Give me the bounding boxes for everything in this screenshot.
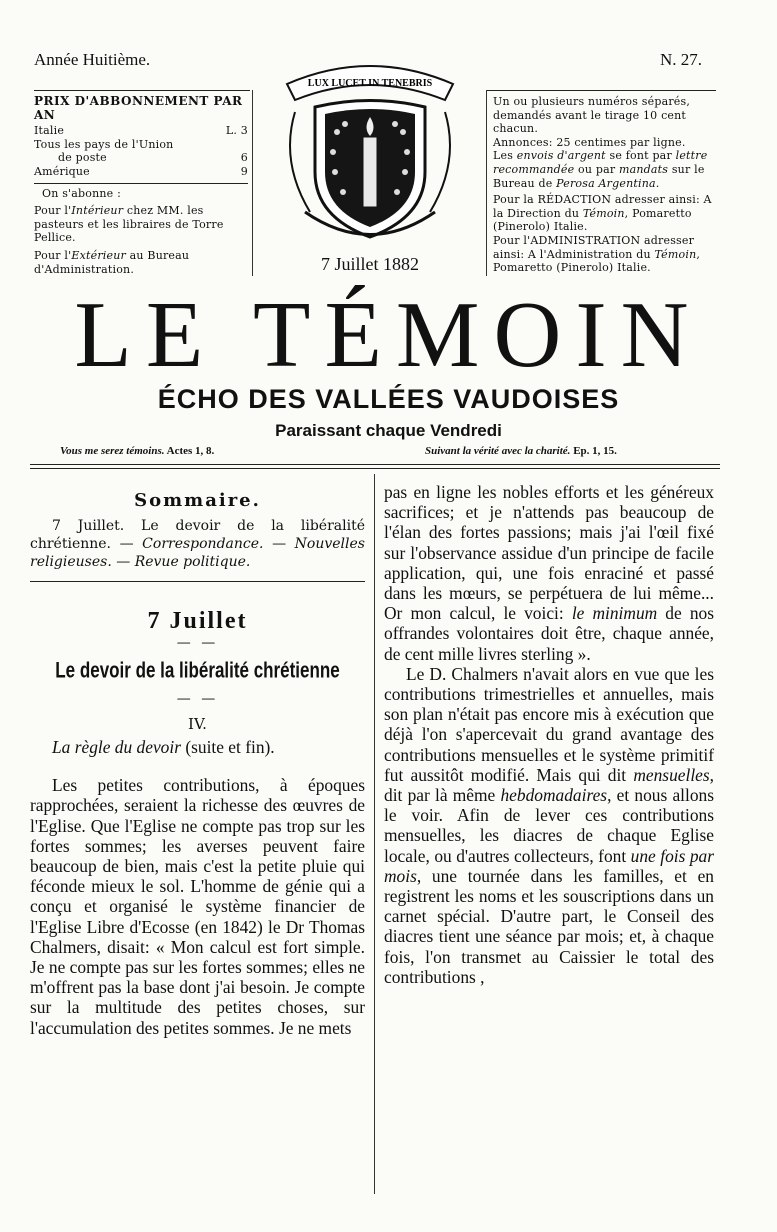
notices-top-rule (486, 90, 716, 91)
right-column (384, 482, 714, 987)
newspaper-title: LE TÉMOIN (74, 283, 703, 387)
newspaper-subtitle: ÉCHO DES VALLÉES VAUDOISES (157, 384, 620, 414)
year-label: Année Huitième. (34, 50, 151, 69)
price-row-poste: de poste 6 (58, 151, 248, 165)
numbers-note: Un ou plusieurs numéros séparés, demandés avant le tirage 10 cent chacun. (493, 95, 691, 136)
sommaire-text: 7 Juillet. Le devoir de la libéralité chrétienne. — Correspondance. — Nouvelles religieuses. — Revue politique. (30, 518, 365, 570)
paragraph-1: Les petites contributions, à époques rapprochées, seraient la richesse des œuvres de l'Eglise. Que l'Eglise ne compte pas trop sur les fortes sommes; les averses peuvent faire beaucoup de bien, mais c'est la petite pluie qui féconde mieux le sol. L'homme de génie qui a conçu et organisé le système financier de l'Eglise Libre d'Ecosse (en 1842) le Dr Thomas Chalmers, disait: « Mon calcul est fort simple. Je ne compte pas sur les fortes sommes; elles ne m'offrent pas la base dont j'ai besoin. Je compte sur la multitude des petites choses, sur l'accumulation des petites sommes. Je ne mets (30, 775, 365, 1038)
issue-number: N. 27. (660, 50, 703, 69)
section-number: IV. (188, 715, 207, 733)
subscription-divider (34, 183, 248, 184)
article-date-heading: 7 Juillet (147, 608, 248, 634)
sommaire-rule (30, 581, 365, 582)
subscription-top-rule (34, 90, 250, 91)
motto-right: Suivant la vérité avec la charité. Ep. 1, 15. (425, 445, 617, 457)
paragraph-2: Le D. Chalmers n'avait alors en vue que les contributions trimestrielles et annuelles, mais son plan n'était pas encore mis à exécution que déjà l'on s'apercevait du grand avantage des contributions mensuelles et le système primitif fut aussitôt modifié. Mais qui dit mensuelles, dit par là même hebdomadaires, et nous allons le voir. Afin de lever ces contributions mensuelles, les diacres de chaque Eglise locale, ou d'autres collecteurs, font une fois par mois, une tournée dans les familles, et en registrent les noms et les souscriptions dans un carnet spécial. D'autre part, le Conseil des diacres tient une séance par mois; et, à chaque fois, l'on transmet au Caissier le total des contributions , (384, 663, 714, 987)
column-divider (374, 474, 375, 1194)
sommaire-title: Sommaire. (134, 490, 261, 511)
interieur-note: Pour l'Intérieur chez MM. les pasteurs et les libraires de Torre Pellice. (34, 204, 224, 245)
subscription-box (34, 95, 248, 276)
envois-note: Les envois d'argent se font par lettre recommandée ou par mandats sur le Bureau de Perosa Argentina. (493, 149, 708, 190)
subscription-heading: PRIX D'ABBONNEMENT PAR AN (34, 94, 243, 122)
emblem-motto: LUX LUCET IN TENEBRIS (307, 78, 433, 89)
redaction-note: Pour la RÉDACTION adresser ainsi: A la Direction du Témoin, Pomaretto (Pinerolo) Italie. (493, 193, 712, 234)
masthead-double-rule (30, 464, 720, 469)
issue-date: 7 Juillet 1882 (321, 254, 419, 274)
price-row-amerique: Amérique 9 (34, 164, 248, 178)
on-sabonne: On s'abonne : (42, 186, 121, 200)
paragraph-1-continued: pas en ligne les nobles efforts et les généreux sacrifices; et je n'attends pas beaucoup de l'élan des fortes passions; mais j'ai l'œil fixé sur l'observance assidue d'un principe de facile application, qui, une fois enraciné et passé dans les mœurs, se perpétuera de lui même... Or mon calcul, le voici: le minimum de nos offrandes volontaires doit être, chaque année, de cent mille livres sterling ». (384, 482, 714, 664)
article-title: Le devoir de la libéralité chrétienne (55, 658, 340, 683)
notices-box (493, 95, 715, 275)
price-row-italie: Italie L. 3 (34, 124, 248, 138)
exterieur-note: Pour l'Extérieur au Bureau d'Administration. (34, 248, 190, 276)
dash-separator-2: — — (176, 691, 219, 707)
emblem-shield-icon (275, 52, 465, 252)
periodicity: Paraissant chaque Vendredi (275, 421, 502, 440)
annonces-note: Annonces: 25 centimes par ligne. (493, 135, 686, 149)
left-column (30, 482, 365, 1038)
price-row-union: Tous les pays de l'Union (34, 137, 174, 151)
administration-note: Pour l'ADMINISTRATION adresser ainsi: A l'Administration du Témoin, Pomaretto (Pinerolo) Italie. (493, 233, 701, 275)
article-body-left (30, 775, 365, 1038)
left-box-rule (252, 90, 253, 276)
dash-separator: — — (176, 635, 219, 651)
motto-left: Vous me serez témoins. Actes 1, 8. (60, 445, 215, 457)
section-subtitle: La règle du devoir (suite et fin). (52, 737, 275, 757)
right-box-rule (486, 90, 487, 276)
